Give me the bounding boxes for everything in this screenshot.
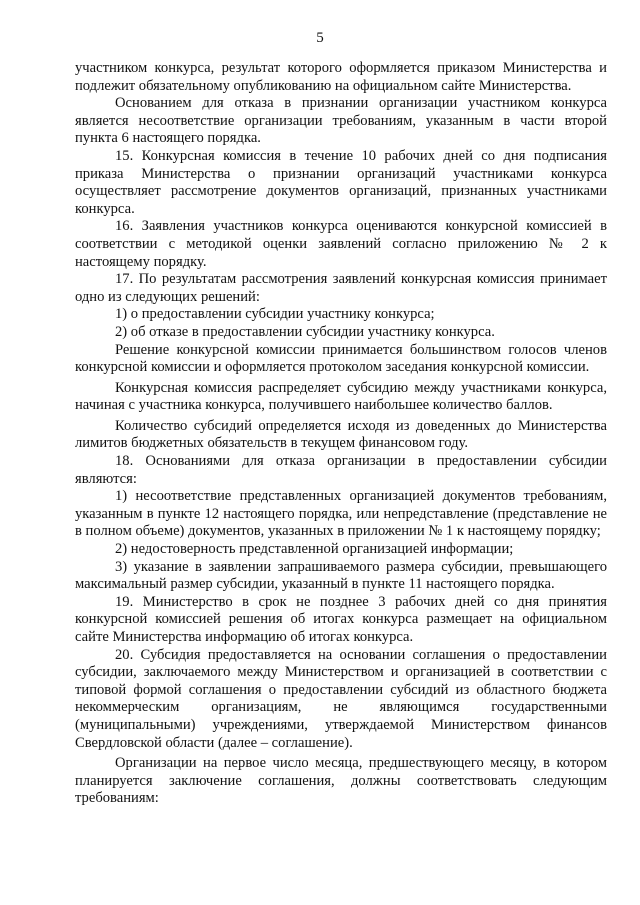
list-item: 3) указание в заявлении запрашиваемого размера субсидии, превышающего максимальный размер субсидии, указанный в пункте 11 настоящего порядка. [75, 558, 607, 593]
paragraph: 17. По результатам рассмотрения заявлений конкурсная комиссия принимает одно из следующих решений: [75, 271, 607, 305]
paragraph: 18. Основаниями для отказа организации в предоставлении субсидии являются: [75, 453, 607, 487]
paragraph: Основанием для отказа в признании организации участником конкурса является несоответствие организации требованиям, указанным в части второй пункта 6 настоящего порядка. [75, 95, 607, 147]
page-number: 5 [316, 30, 324, 46]
paragraph: 15. Конкурсная комиссия в течение 10 рабочих дней со дня подписания приказа Министерства о признании организаций участниками конкурса осуществляет рассмотрение документов организаций, признанных участниками конкурса. [75, 147, 607, 217]
list-item: 1) о предоставлении субсидии участнику конкурса; [115, 306, 435, 323]
paragraph: 20. Субсидия предоставляется на основании соглашения о предоставлении субсидии, заключаемого между Министерством и организацией в соответствии с типовой формой соглашения о предоставлении субсидий из областного бюджета некоммерческим организациям, не являющимся государственными (муниципальными) учреждениями, утверждаемой Министерством финансов Свердловской области (далее – соглашение). [75, 646, 607, 751]
paragraph: 19. Министерство в срок не позднее 3 рабочих дней со дня принятия конкурсной комиссией решения об итогах конкурса размещает на официальном сайте Министерства информацию об итогах конкурса. [75, 593, 607, 645]
paragraph: Решение конкурсной комиссии принимается большинством голосов членов конкурсной комиссии и оформляется протоколом заседания конкурсной комиссии. [75, 341, 607, 376]
paragraph: Организации на первое число месяца, предшествующего месяцу, в котором планируется заключение соглашения, должны соответствовать следующим требованиям: [75, 755, 607, 807]
document-body [75, 60, 607, 808]
paragraph: Конкурсная комиссия распределяет субсидию между участниками конкурса, начиная с участника конкурса, получившего наибольшее количество баллов. [75, 379, 607, 414]
list-item: 2) об отказе в предоставлении субсидии участнику конкурса. [115, 323, 495, 340]
list-item: 1) несоответствие представленных организацией документов требованиям, указанным в пункте 12 настоящего порядка, или непредставление (представление не в полном объеме) документов, указанных в приложении № 1 к настоящему порядку; [75, 488, 607, 540]
paragraph: Количество субсидий определяется исходя из доведенных до Министерства лимитов бюджетных обязательств в текущем финансовом году. [75, 417, 607, 452]
paragraph: 16. Заявления участников конкурса оцениваются конкурсной комиссией в соответствии с методикой оценки заявлений согласно приложению № 2 к настоящему порядку. [75, 218, 607, 270]
paragraph: участником конкурса, результат которого оформляется приказом Министерства и подлежит обязательному опубликованию на официальном сайте Министерства. [75, 60, 607, 94]
list-item: 2) недостоверность представленной организацией информации; [115, 541, 514, 558]
